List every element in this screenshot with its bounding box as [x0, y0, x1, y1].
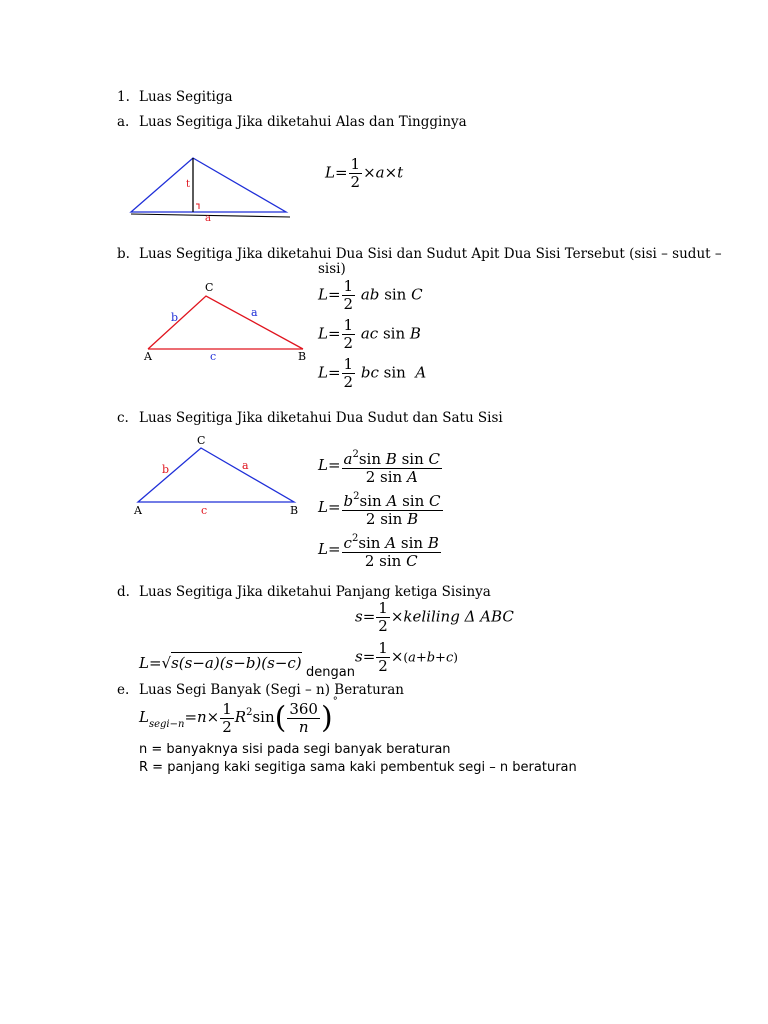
height-label: t — [186, 179, 191, 190]
vertex-a-label: A — [144, 350, 152, 363]
subsection-a-title: Luas Segitiga Jika diketahui Alas dan Tingginya — [139, 114, 467, 130]
subsection-b-marker: b. — [117, 246, 130, 262]
vertex-c-label-c: C — [197, 434, 206, 447]
subsection-e-marker: e. — [117, 682, 130, 698]
section-title: Luas Segitiga — [139, 89, 233, 105]
vertex-b-label-c: B — [290, 504, 299, 517]
side-b-label-c: b — [162, 463, 170, 476]
formula-b-3: L= $\frac{1}{2}$ bc sin A — [318, 355, 427, 391]
section-number: 1. — [117, 89, 130, 105]
subsection-e-title: Luas Segi Banyak (Segi – n) Beraturan — [139, 682, 405, 698]
side-a-label: a — [251, 306, 258, 319]
dengan-text: dengan — [306, 665, 355, 680]
side-b-label: b — [171, 311, 179, 324]
formula-c-1: L= $\frac{a^2\sin B \sin C}{\text{2 sin A}}$ — [318, 446, 443, 486]
formula-e: $L_{segi-n}=n\times$ $\frac{1}{2}$ $R^2\sin$( $\frac{360}{n}$ )° — [139, 696, 338, 736]
base-label: a — [205, 213, 211, 224]
vertex-c-label: C — [205, 281, 214, 294]
subsection-b-title-cont: sisi) — [318, 261, 346, 277]
vertex-b-label: B — [298, 350, 307, 363]
formula-b-2: L= $\frac{1}{2}$ ac sin B — [318, 316, 421, 352]
subsection-b-title: Luas Segitiga Jika diketahui Dua Sisi dan Sudut Apit Dua Sisi Tersebut (sisi – sudut – — [139, 246, 722, 262]
vertex-a-label-c: A — [134, 504, 142, 517]
formula-b-1: L= $\frac{1}{2}$ ab sin C — [318, 277, 423, 313]
formula-c-3: L= $\frac{c^2\sin A \sin B}{\text{2 sin C}}$ — [318, 530, 442, 570]
formula-c-2: L= $\frac{b^2\sin A \sin C}{\text{2 sin B}}$ — [318, 488, 444, 528]
formula-d-s2: s= $\frac{1}{2}$ ×(a+b+c) — [355, 639, 458, 675]
formula-a: L= $\frac{1}{2}$ ×a×t — [325, 155, 404, 191]
formula-d-heron: L=√s(s−a)(s−b)(s−c) — [139, 654, 302, 672]
side-c-label: c — [210, 350, 217, 363]
formula-d-s1: s= $\frac{1}{2}$ ×keliling Δ ABC — [355, 599, 514, 635]
subsection-c-marker: c. — [117, 410, 129, 426]
side-a-label-c: a — [242, 459, 249, 472]
subsection-d-marker: d. — [117, 584, 130, 600]
side-c-label-c: c — [201, 504, 208, 517]
note-n: n = banyaknya sisi pada segi banyak beraturan — [139, 742, 451, 757]
note-r: R = panjang kaki segitiga sama kaki pembentuk segi – n beraturan — [139, 760, 577, 775]
subsection-d-title: Luas Segitiga Jika diketahui Panjang ketiga Sisinya — [139, 584, 491, 600]
subsection-c-title: Luas Segitiga Jika diketahui Dua Sudut dan Satu Sisi — [139, 410, 503, 426]
subsection-a-marker: a. — [117, 114, 130, 130]
